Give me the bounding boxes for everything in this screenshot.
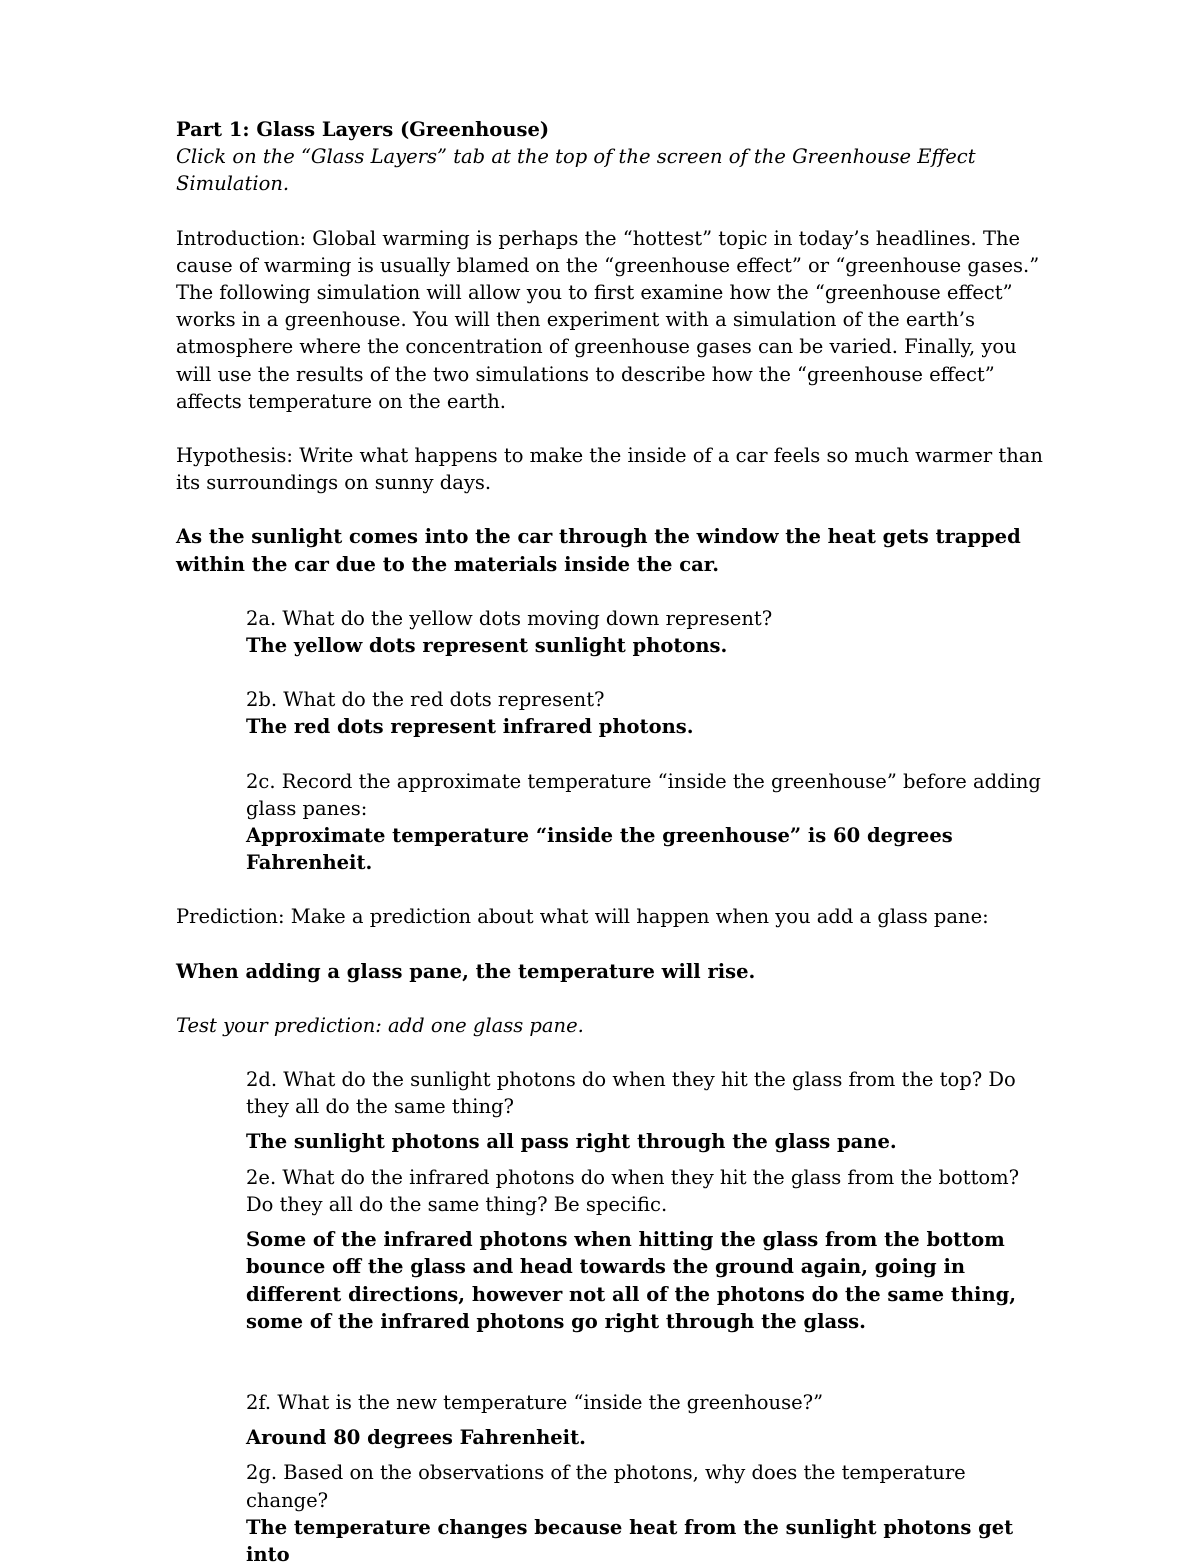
answer-2a: The yellow dots represent sunlight photons. — [246, 634, 728, 658]
section-title: Part 1: Glass Layers (Greenhouse) — [176, 118, 550, 141]
prediction-answer: When adding a glass pane, the temperature will rise. — [176, 959, 756, 983]
questions-block-2 — [246, 1066, 1046, 1568]
test-instruction: Test your prediction: add one glass pane. — [176, 1013, 584, 1037]
instruction-text: Click on the “Glass Layers” tab at the top of the screen of the Greenhouse Effect Simulation. — [176, 145, 976, 196]
hypothesis-answer: As the sunlight comes into the car through the window the heat gets trapped within the car due to the materials inside the car. — [176, 525, 1021, 576]
question-2b: 2b. What do the red dots represent? — [246, 688, 605, 712]
introduction-paragraph: Introduction: Global warming is perhaps the “hottest” topic in today’s headlines. The cause of warming is usually blamed on the “greenhouse effect” or “greenhouse gases.” The following simulation will allow you to first examine how the “greenhouse effect” works in a greenhouse. You will then experiment with a simulation of the earth’s atmosphere where the concentration of greenhouse gases can be varied. Finally, you will use the results of the two simulations to describe how the “greenhouse effect” affects temperature on the earth. — [176, 226, 1040, 413]
hypothesis-question: Hypothesis: Write what happens to make the inside of a car feels so much warmer than its surroundings on sunny days. — [176, 444, 1043, 495]
question-2c: 2c. Record the approximate temperature “inside the greenhouse” before adding glass panes: — [246, 769, 1041, 820]
question-2g: 2g. Based on the observations of the photons, why does the temperature change? — [246, 1461, 966, 1512]
questions-block-1 — [246, 605, 1046, 877]
answer-2e: Some of the infrared photons when hitting the glass from the bottom bounce off the glass and head towards the ground again, going in different directions, however not all of the photons do the same thing, some of the infrared photons go right through the glass. — [246, 1228, 1017, 1333]
question-2d: 2d. What do the sunlight photons do when they hit the glass from the top? Do they all do the same thing? — [246, 1068, 1016, 1119]
answer-2c: Approximate temperature “inside the greenhouse” is 60 degrees Fahrenheit. — [246, 824, 953, 875]
question-2a: 2a. What do the yellow dots moving down represent? — [246, 606, 773, 630]
document-page — [176, 116, 1046, 1568]
answer-2d: The sunlight photons all pass right through the glass pane. — [246, 1130, 897, 1154]
question-2f: 2f. What is the new temperature “inside the greenhouse?” — [246, 1390, 824, 1414]
answer-2b: The red dots represent infrared photons. — [246, 715, 694, 739]
answer-2f: Around 80 degrees Fahrenheit. — [246, 1426, 586, 1450]
question-2e: 2e. What do the infrared photons do when they hit the glass from the bottom? Do they all do the same thing? Be specific. — [246, 1165, 1020, 1216]
answer-2g: The temperature changes because heat from the sunlight photons get into — [246, 1515, 1014, 1566]
prediction-question: Prediction: Make a prediction about what will happen when you add a glass pane: — [176, 905, 989, 929]
